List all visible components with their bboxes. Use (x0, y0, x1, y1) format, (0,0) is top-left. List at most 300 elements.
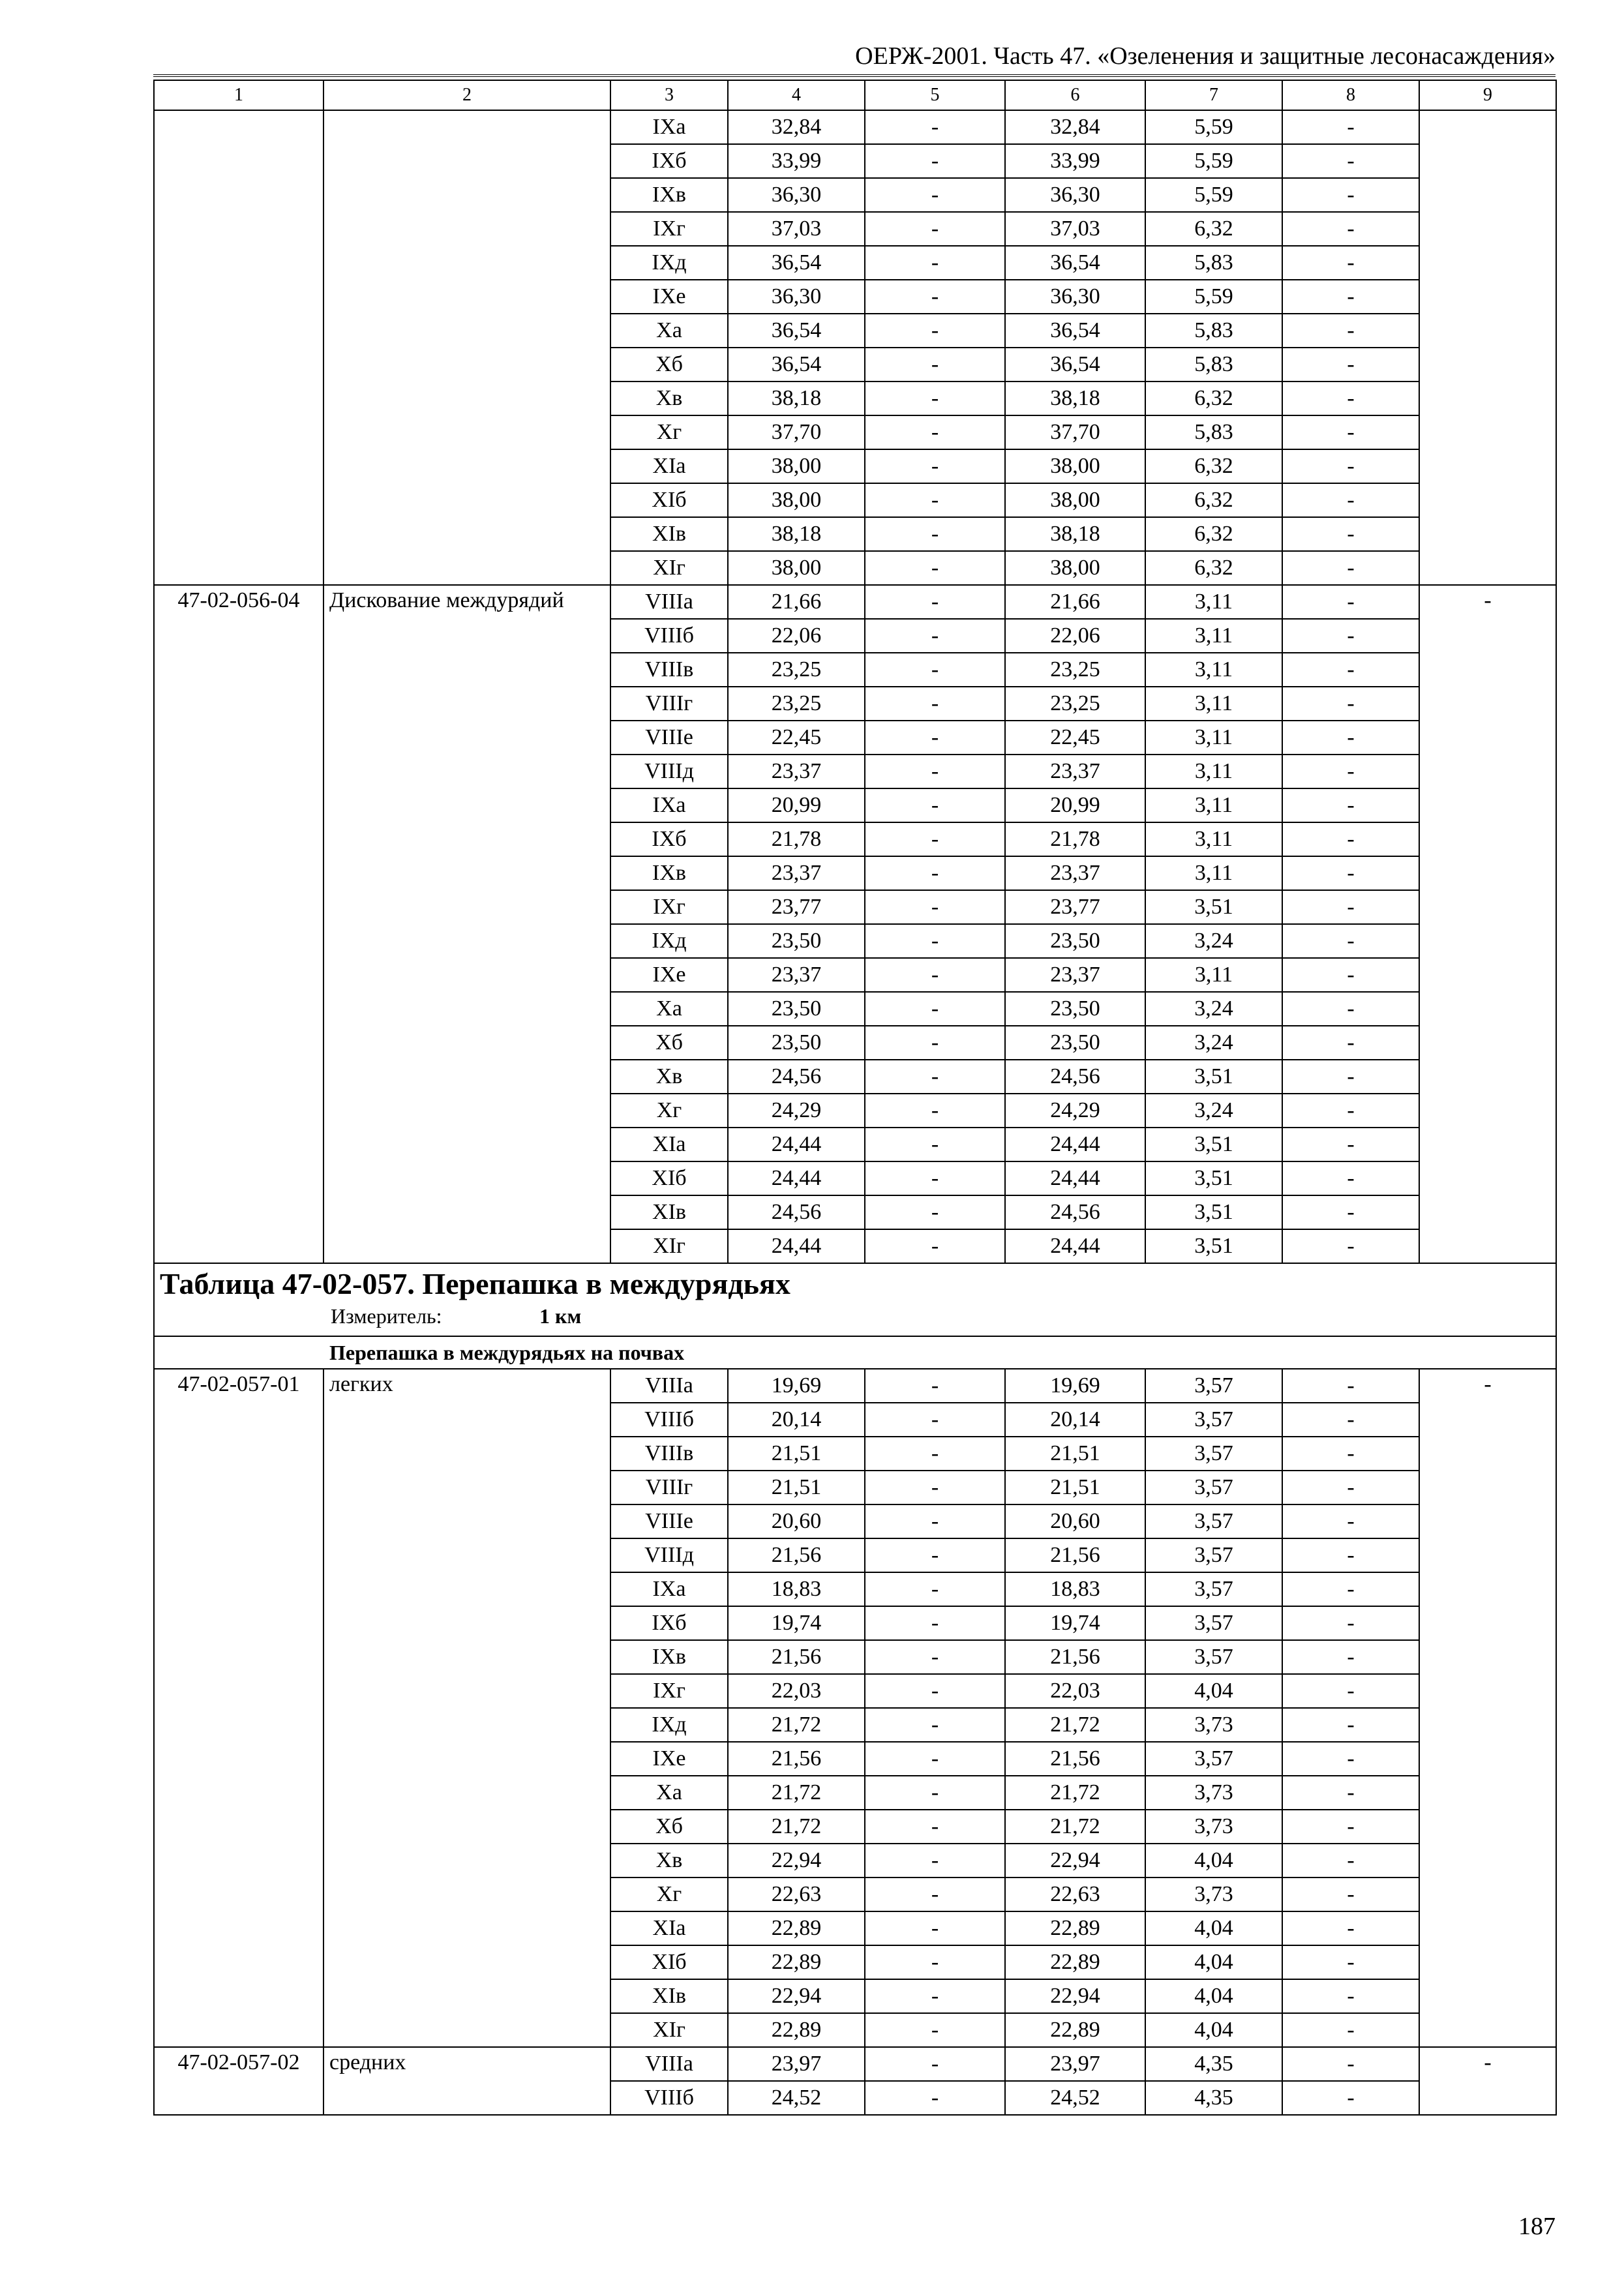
materials-cell: - (1282, 1606, 1419, 1640)
wages-cell: - (865, 755, 1005, 788)
direct-costs-cell: 24,56 (728, 1195, 865, 1229)
conditions-cell: XIа (610, 449, 728, 483)
direct-costs-cell: 24,44 (728, 1229, 865, 1263)
machine-cost-cell: 21,56 (1005, 1742, 1145, 1776)
direct-costs-cell: 20,14 (728, 1403, 865, 1437)
materials-cell: - (1282, 1161, 1419, 1195)
wages-cell: - (865, 1979, 1005, 2013)
work-name: легких (323, 1369, 610, 2047)
wages-cell: - (865, 382, 1005, 415)
materials-cell: - (1282, 2047, 1419, 2081)
machine-cost-cell: 20,99 (1005, 788, 1145, 822)
machine-cost-cell: 19,69 (1005, 1369, 1145, 1403)
driver-wages-cell: 5,83 (1145, 348, 1282, 382)
direct-costs-cell: 37,70 (728, 415, 865, 449)
driver-wages-cell: 3,51 (1145, 1060, 1282, 1094)
machine-cost-cell: 23,97 (1005, 2047, 1145, 2081)
materials-cell: - (1282, 1538, 1419, 1572)
machine-cost-cell: 23,25 (1005, 687, 1145, 721)
conditions-cell: IXг (610, 1674, 728, 1708)
unit-line (155, 1299, 1556, 1326)
machine-cost-cell: 38,18 (1005, 382, 1145, 415)
direct-costs-cell: 36,30 (728, 178, 865, 212)
driver-wages-cell: 6,32 (1145, 449, 1282, 483)
table-title-row (154, 1263, 1556, 1336)
materials-cell: - (1282, 1060, 1419, 1094)
driver-wages-cell: 3,73 (1145, 1810, 1282, 1844)
table-row (154, 110, 1556, 144)
direct-costs-cell: 22,63 (728, 1878, 865, 1911)
driver-wages-cell: 3,11 (1145, 856, 1282, 890)
driver-wages-cell: 3,57 (1145, 1369, 1282, 1403)
machine-cost-cell: 21,56 (1005, 1640, 1145, 1674)
conditions-cell: IXв (610, 856, 728, 890)
driver-wages-cell: 3,11 (1145, 755, 1282, 788)
wages-cell: - (865, 1504, 1005, 1538)
materials-cell: - (1282, 992, 1419, 1026)
column-number: 9 (1419, 80, 1556, 110)
materials-cell: - (1282, 382, 1419, 415)
wages-cell: - (865, 687, 1005, 721)
direct-costs-cell: 22,94 (728, 1844, 865, 1878)
conditions-cell: Xв (610, 1844, 728, 1878)
column-9-cell: - (1419, 2047, 1556, 2115)
direct-costs-cell: 36,54 (728, 314, 865, 348)
wages-cell: - (865, 449, 1005, 483)
wages-cell: - (865, 1878, 1005, 1911)
driver-wages-cell: 3,51 (1145, 1229, 1282, 1263)
machine-cost-cell: 23,50 (1005, 1026, 1145, 1060)
conditions-cell: VIIIб (610, 619, 728, 653)
machine-cost-cell: 22,89 (1005, 1911, 1145, 1945)
conditions-cell: IXг (610, 212, 728, 246)
materials-cell: - (1282, 1945, 1419, 1979)
wages-cell: - (865, 856, 1005, 890)
conditions-cell: VIIIа (610, 1369, 728, 1403)
materials-cell: - (1282, 1195, 1419, 1229)
conditions-cell: Xа (610, 314, 728, 348)
materials-cell: - (1282, 1810, 1419, 1844)
work-name (323, 110, 610, 585)
machine-cost-cell: 24,52 (1005, 2081, 1145, 2115)
conditions-cell: IXа (610, 110, 728, 144)
wages-cell: - (865, 517, 1005, 551)
machine-cost-cell: 23,50 (1005, 992, 1145, 1026)
subheading-row (154, 1336, 1556, 1369)
direct-costs-cell: 23,37 (728, 958, 865, 992)
machine-cost-cell: 23,25 (1005, 653, 1145, 687)
direct-costs-cell: 22,89 (728, 1945, 865, 1979)
driver-wages-cell: 4,04 (1145, 1911, 1282, 1945)
machine-cost-cell: 23,77 (1005, 890, 1145, 924)
materials-cell: - (1282, 1572, 1419, 1606)
wages-cell: - (865, 178, 1005, 212)
direct-costs-cell: 24,52 (728, 2081, 865, 2115)
conditions-cell: IXе (610, 280, 728, 314)
materials-cell: - (1282, 314, 1419, 348)
table-title-cell (154, 1263, 1556, 1336)
machine-cost-cell: 21,66 (1005, 585, 1145, 619)
conditions-cell: VIIIд (610, 755, 728, 788)
machine-cost-cell: 19,74 (1005, 1606, 1145, 1640)
conditions-cell: XIб (610, 483, 728, 517)
wages-cell: - (865, 1026, 1005, 1060)
conditions-cell: IXа (610, 1572, 728, 1606)
driver-wages-cell: 3,11 (1145, 585, 1282, 619)
direct-costs-cell: 22,89 (728, 1911, 865, 1945)
conditions-cell: IXб (610, 144, 728, 178)
conditions-cell: IXд (610, 924, 728, 958)
direct-costs-cell: 23,25 (728, 653, 865, 687)
machine-cost-cell: 37,70 (1005, 415, 1145, 449)
direct-costs-cell: 21,56 (728, 1742, 865, 1776)
direct-costs-cell: 23,37 (728, 856, 865, 890)
column-9-cell (1419, 110, 1556, 585)
conditions-cell: VIIIб (610, 1403, 728, 1437)
materials-cell: - (1282, 178, 1419, 212)
driver-wages-cell: 3,11 (1145, 687, 1282, 721)
direct-costs-cell: 18,83 (728, 1572, 865, 1606)
materials-cell: - (1282, 653, 1419, 687)
materials-cell: - (1282, 1708, 1419, 1742)
machine-cost-cell: 33,99 (1005, 144, 1145, 178)
conditions-cell: VIIIа (610, 585, 728, 619)
direct-costs-cell: 21,72 (728, 1776, 865, 1810)
wages-cell: - (865, 788, 1005, 822)
direct-costs-cell: 20,99 (728, 788, 865, 822)
column-9-cell: - (1419, 1369, 1556, 2047)
materials-cell: - (1282, 280, 1419, 314)
column-number: 8 (1282, 80, 1419, 110)
wages-cell: - (865, 1776, 1005, 1810)
wages-cell: - (865, 212, 1005, 246)
conditions-cell: VIIIе (610, 1504, 728, 1538)
table-row (154, 585, 1556, 619)
driver-wages-cell: 4,04 (1145, 2013, 1282, 2047)
materials-cell: - (1282, 1403, 1419, 1437)
driver-wages-cell: 3,51 (1145, 1128, 1282, 1161)
machine-cost-cell: 21,51 (1005, 1437, 1145, 1471)
conditions-cell: Xв (610, 1060, 728, 1094)
machine-cost-cell: 36,54 (1005, 246, 1145, 280)
conditions-cell: VIIIг (610, 687, 728, 721)
driver-wages-cell: 3,11 (1145, 958, 1282, 992)
conditions-cell: XIв (610, 1979, 728, 2013)
driver-wages-cell: 3,51 (1145, 1161, 1282, 1195)
wages-cell: - (865, 483, 1005, 517)
column-number: 2 (323, 80, 610, 110)
driver-wages-cell: 3,51 (1145, 1195, 1282, 1229)
machine-cost-cell: 23,50 (1005, 924, 1145, 958)
driver-wages-cell: 3,57 (1145, 1640, 1282, 1674)
conditions-cell: XIг (610, 551, 728, 585)
direct-costs-cell: 23,37 (728, 755, 865, 788)
wages-cell: - (865, 1911, 1005, 1945)
conditions-cell: XIа (610, 1911, 728, 1945)
conditions-cell: XIг (610, 2013, 728, 2047)
wages-cell: - (865, 1060, 1005, 1094)
conditions-cell: IXг (610, 890, 728, 924)
conditions-cell: IXа (610, 788, 728, 822)
conditions-cell: XIб (610, 1945, 728, 1979)
conditions-cell: IXе (610, 958, 728, 992)
machine-cost-cell: 22,03 (1005, 1674, 1145, 1708)
wages-cell: - (865, 144, 1005, 178)
conditions-cell: Xв (610, 382, 728, 415)
machine-cost-cell: 36,30 (1005, 178, 1145, 212)
direct-costs-cell: 38,18 (728, 382, 865, 415)
machine-cost-cell: 24,44 (1005, 1161, 1145, 1195)
machine-cost-cell: 21,72 (1005, 1708, 1145, 1742)
wages-cell: - (865, 1161, 1005, 1195)
driver-wages-cell: 5,83 (1145, 415, 1282, 449)
driver-wages-cell: 4,04 (1145, 1674, 1282, 1708)
wages-cell: - (865, 1810, 1005, 1844)
direct-costs-cell: 22,03 (728, 1674, 865, 1708)
wages-cell: - (865, 314, 1005, 348)
conditions-cell: VIIIв (610, 653, 728, 687)
machine-cost-cell: 36,54 (1005, 314, 1145, 348)
driver-wages-cell: 3,73 (1145, 1708, 1282, 1742)
direct-costs-cell: 36,54 (728, 246, 865, 280)
conditions-cell: XIв (610, 517, 728, 551)
direct-costs-cell: 19,69 (728, 1369, 865, 1403)
materials-cell: - (1282, 144, 1419, 178)
driver-wages-cell: 3,24 (1145, 992, 1282, 1026)
direct-costs-cell: 24,29 (728, 1094, 865, 1128)
driver-wages-cell: 3,73 (1145, 1776, 1282, 1810)
direct-costs-cell: 21,78 (728, 822, 865, 856)
conditions-cell: VIIIа (610, 2047, 728, 2081)
driver-wages-cell: 3,11 (1145, 653, 1282, 687)
direct-costs-cell: 38,00 (728, 449, 865, 483)
machine-cost-cell: 22,94 (1005, 1979, 1145, 2013)
materials-cell: - (1282, 1878, 1419, 1911)
driver-wages-cell: 5,59 (1145, 144, 1282, 178)
table-title: Таблица 47-02-057. Перепашка в междурядьях (160, 1267, 790, 1300)
direct-costs-cell: 21,72 (728, 1810, 865, 1844)
direct-costs-cell: 21,51 (728, 1437, 865, 1471)
driver-wages-cell: 3,51 (1145, 890, 1282, 924)
norms-table (153, 80, 1557, 2116)
conditions-cell: VIIIб (610, 2081, 728, 2115)
column-number: 3 (610, 80, 728, 110)
unit-label: Измеритель: (331, 1304, 442, 1328)
direct-costs-cell: 24,44 (728, 1161, 865, 1195)
wages-cell: - (865, 1708, 1005, 1742)
table-row (154, 1369, 1556, 1403)
wages-cell: - (865, 348, 1005, 382)
materials-cell: - (1282, 1128, 1419, 1161)
conditions-cell: Xб (610, 1026, 728, 1060)
machine-cost-cell: 24,29 (1005, 1094, 1145, 1128)
conditions-cell: Xг (610, 1094, 728, 1128)
direct-costs-cell: 23,50 (728, 992, 865, 1026)
materials-cell: - (1282, 788, 1419, 822)
table-row (154, 2047, 1556, 2081)
direct-costs-cell: 21,56 (728, 1538, 865, 1572)
work-name: средних (323, 2047, 610, 2115)
materials-cell: - (1282, 721, 1419, 755)
driver-wages-cell: 3,11 (1145, 721, 1282, 755)
work-name: Дискование междурядий (323, 585, 610, 1263)
direct-costs-cell: 22,94 (728, 1979, 865, 2013)
materials-cell: - (1282, 687, 1419, 721)
direct-costs-cell: 38,00 (728, 551, 865, 585)
driver-wages-cell: 3,24 (1145, 924, 1282, 958)
direct-costs-cell: 23,50 (728, 924, 865, 958)
direct-costs-cell: 33,99 (728, 144, 865, 178)
conditions-cell: Xб (610, 1810, 728, 1844)
materials-cell: - (1282, 619, 1419, 653)
driver-wages-cell: 5,59 (1145, 110, 1282, 144)
subheading: Перепашка в междурядьях на почвах (154, 1336, 1556, 1369)
direct-costs-cell: 22,89 (728, 2013, 865, 2047)
machine-cost-cell: 21,72 (1005, 1776, 1145, 1810)
wages-cell: - (865, 1742, 1005, 1776)
column-number: 5 (865, 80, 1005, 110)
direct-costs-cell: 24,44 (728, 1128, 865, 1161)
driver-wages-cell: 3,24 (1145, 1094, 1282, 1128)
wages-cell: - (865, 2013, 1005, 2047)
wages-cell: - (865, 1229, 1005, 1263)
wages-cell: - (865, 958, 1005, 992)
materials-cell: - (1282, 1369, 1419, 1403)
materials-cell: - (1282, 1094, 1419, 1128)
materials-cell: - (1282, 212, 1419, 246)
unit-value: 1 км (539, 1304, 582, 1328)
conditions-cell: IXв (610, 1640, 728, 1674)
wages-cell: - (865, 585, 1005, 619)
rate-code: 47-02-056-04 (154, 585, 323, 1263)
materials-cell: - (1282, 1229, 1419, 1263)
wages-cell: - (865, 2081, 1005, 2115)
wages-cell: - (865, 653, 1005, 687)
conditions-cell: XIв (610, 1195, 728, 1229)
conditions-cell: Xа (610, 1776, 728, 1810)
conditions-cell: VIIIв (610, 1437, 728, 1471)
conditions-cell: XIг (610, 1229, 728, 1263)
conditions-cell: IXд (610, 1708, 728, 1742)
driver-wages-cell: 5,83 (1145, 314, 1282, 348)
driver-wages-cell: 3,73 (1145, 1878, 1282, 1911)
conditions-cell: VIIIд (610, 1538, 728, 1572)
machine-cost-cell: 38,00 (1005, 483, 1145, 517)
machine-cost-cell: 22,89 (1005, 1945, 1145, 1979)
driver-wages-cell: 3,57 (1145, 1538, 1282, 1572)
machine-cost-cell: 24,44 (1005, 1229, 1145, 1263)
machine-cost-cell: 23,37 (1005, 755, 1145, 788)
wages-cell: - (865, 1369, 1005, 1403)
wages-cell: - (865, 1572, 1005, 1606)
direct-costs-cell: 23,97 (728, 2047, 865, 2081)
materials-cell: - (1282, 110, 1419, 144)
wages-cell: - (865, 2047, 1005, 2081)
driver-wages-cell: 3,57 (1145, 1742, 1282, 1776)
conditions-cell: IXб (610, 822, 728, 856)
materials-cell: - (1282, 483, 1419, 517)
materials-cell: - (1282, 348, 1419, 382)
machine-cost-cell: 20,14 (1005, 1403, 1145, 1437)
machine-cost-cell: 22,89 (1005, 2013, 1145, 2047)
direct-costs-cell: 37,03 (728, 212, 865, 246)
materials-cell: - (1282, 449, 1419, 483)
driver-wages-cell: 3,57 (1145, 1504, 1282, 1538)
direct-costs-cell: 21,51 (728, 1471, 865, 1504)
direct-costs-cell: 23,50 (728, 1026, 865, 1060)
wages-cell: - (865, 1945, 1005, 1979)
machine-cost-cell: 23,37 (1005, 958, 1145, 992)
wages-cell: - (865, 992, 1005, 1026)
conditions-cell: IXв (610, 178, 728, 212)
direct-costs-cell: 32,84 (728, 110, 865, 144)
wages-cell: - (865, 1403, 1005, 1437)
direct-costs-cell: 21,56 (728, 1640, 865, 1674)
materials-cell: - (1282, 890, 1419, 924)
wages-cell: - (865, 822, 1005, 856)
driver-wages-cell: 4,04 (1145, 1844, 1282, 1878)
driver-wages-cell: 6,32 (1145, 382, 1282, 415)
machine-cost-cell: 21,72 (1005, 1810, 1145, 1844)
rate-code: 47-02-057-01 (154, 1369, 323, 2047)
rate-code: 47-02-057-02 (154, 2047, 323, 2115)
wages-cell: - (865, 721, 1005, 755)
direct-costs-cell: 21,66 (728, 585, 865, 619)
machine-cost-cell: 24,56 (1005, 1195, 1145, 1229)
driver-wages-cell: 3,11 (1145, 822, 1282, 856)
direct-costs-cell: 21,72 (728, 1708, 865, 1742)
wages-cell: - (865, 1844, 1005, 1878)
conditions-cell: XIб (610, 1161, 728, 1195)
machine-cost-cell: 32,84 (1005, 110, 1145, 144)
conditions-cell: VIIIг (610, 1471, 728, 1504)
wages-cell: - (865, 890, 1005, 924)
driver-wages-cell: 3,57 (1145, 1606, 1282, 1640)
materials-cell: - (1282, 1437, 1419, 1471)
machine-cost-cell: 36,54 (1005, 348, 1145, 382)
conditions-cell: IXб (610, 1606, 728, 1640)
conditions-cell: IXд (610, 246, 728, 280)
driver-wages-cell: 3,11 (1145, 619, 1282, 653)
materials-cell: - (1282, 585, 1419, 619)
wages-cell: - (865, 1674, 1005, 1708)
driver-wages-cell: 4,35 (1145, 2047, 1282, 2081)
machine-cost-cell: 21,56 (1005, 1538, 1145, 1572)
materials-cell: - (1282, 856, 1419, 890)
machine-cost-cell: 22,94 (1005, 1844, 1145, 1878)
conditions-cell: IXе (610, 1742, 728, 1776)
driver-wages-cell: 6,32 (1145, 517, 1282, 551)
direct-costs-cell: 20,60 (728, 1504, 865, 1538)
wages-cell: - (865, 924, 1005, 958)
wages-cell: - (865, 551, 1005, 585)
machine-cost-cell: 36,30 (1005, 280, 1145, 314)
column-number-row (154, 80, 1556, 110)
materials-cell: - (1282, 415, 1419, 449)
driver-wages-cell: 4,35 (1145, 2081, 1282, 2115)
machine-cost-cell: 37,03 (1005, 212, 1145, 246)
wages-cell: - (865, 1094, 1005, 1128)
materials-cell: - (1282, 1911, 1419, 1945)
machine-cost-cell: 22,63 (1005, 1878, 1145, 1911)
conditions-cell: XIа (610, 1128, 728, 1161)
wages-cell: - (865, 1640, 1005, 1674)
materials-cell: - (1282, 1742, 1419, 1776)
materials-cell: - (1282, 1844, 1419, 1878)
driver-wages-cell: 5,83 (1145, 246, 1282, 280)
conditions-cell: Xб (610, 348, 728, 382)
machine-cost-cell: 24,44 (1005, 1128, 1145, 1161)
